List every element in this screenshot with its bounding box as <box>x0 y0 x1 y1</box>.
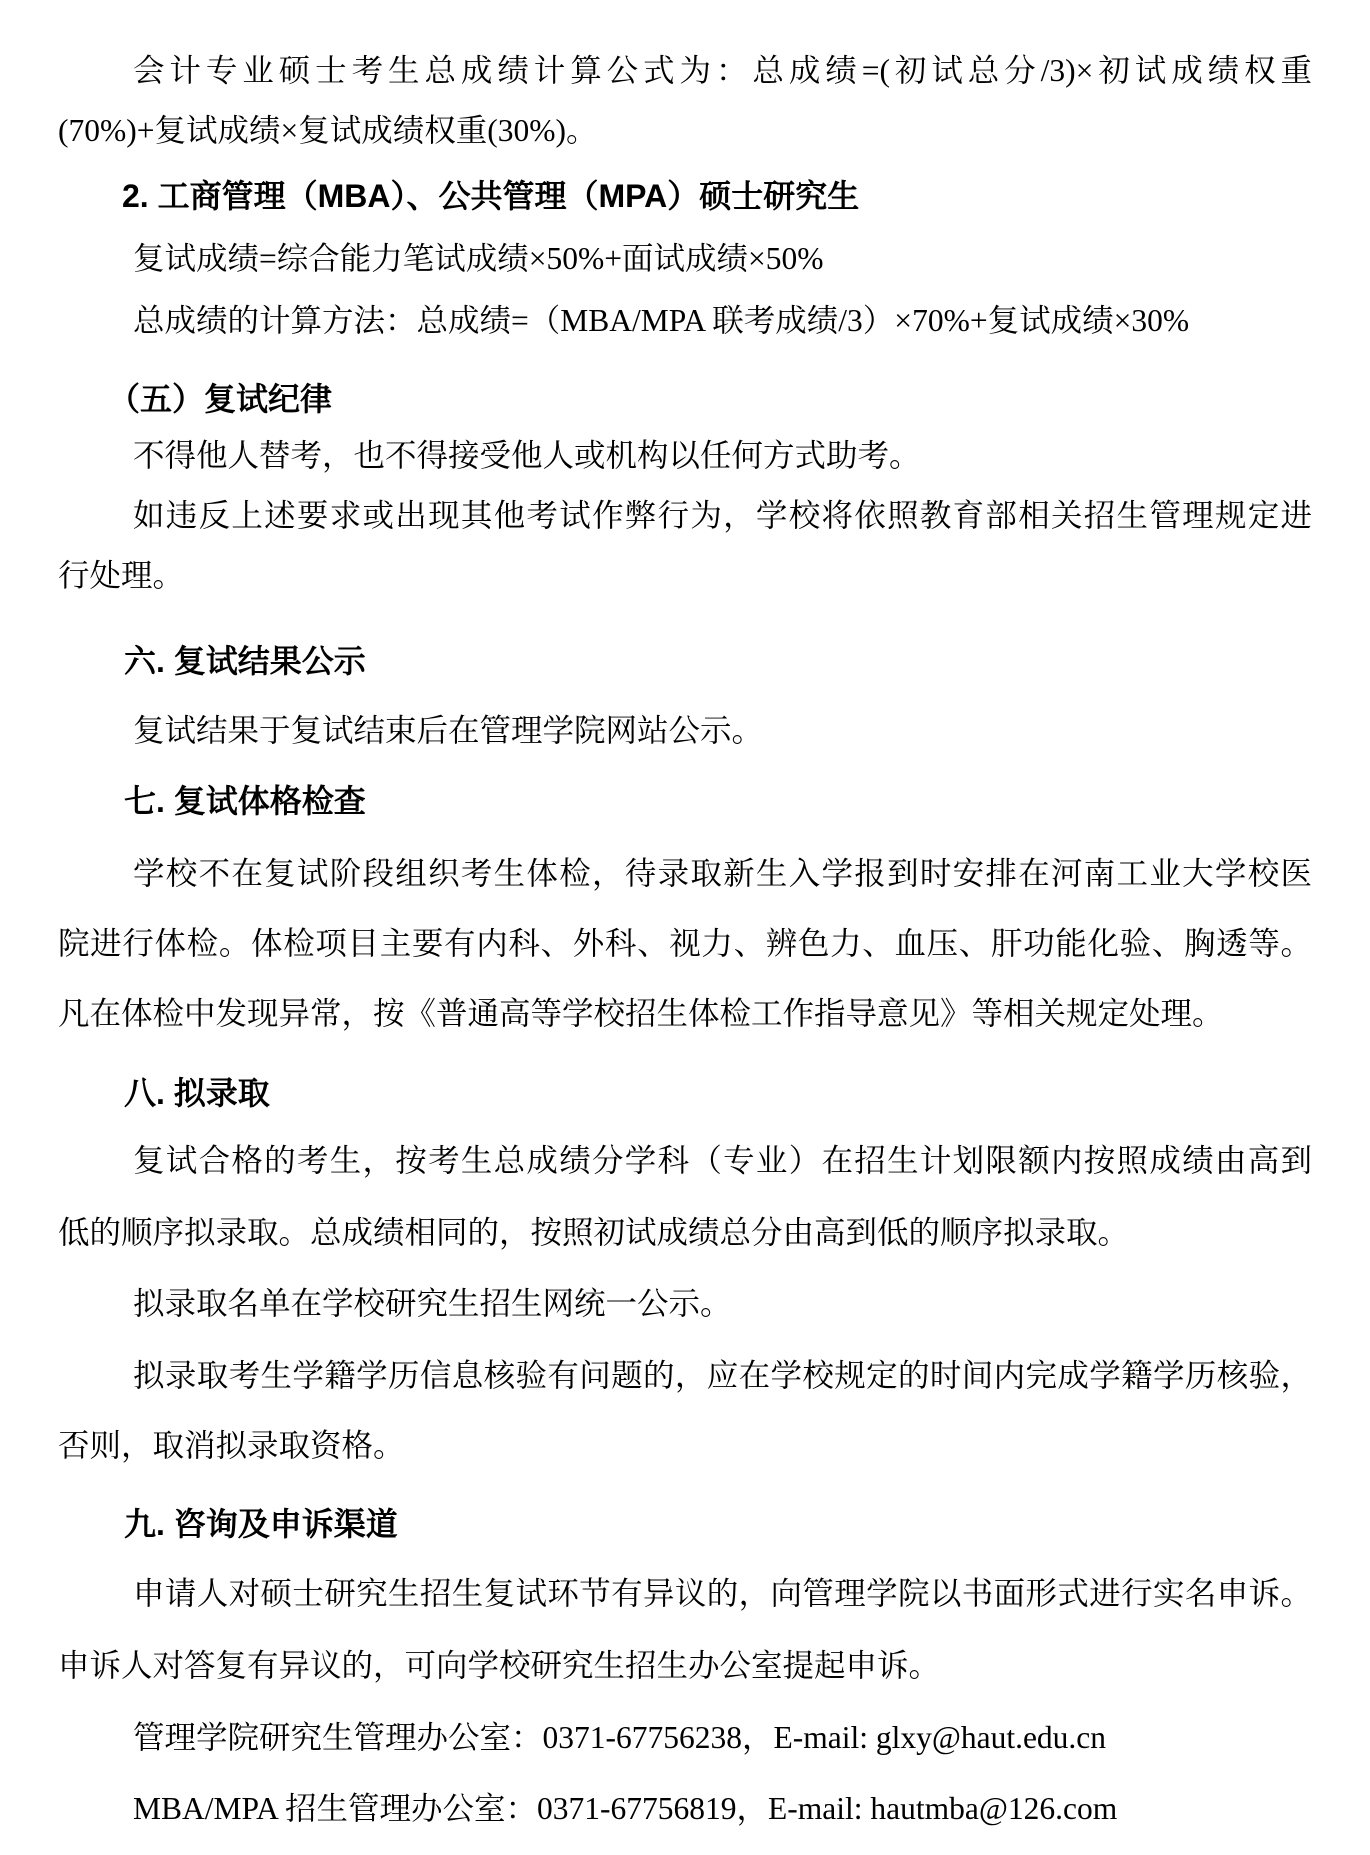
heading-section-7-physical-exam: 七. 复试体格检查 <box>124 783 366 819</box>
para-record-check-line1: 拟录取考生学籍学历信息核验有问题的，应在学校规定的时间内完成学籍学历核验， <box>133 1358 1312 1393</box>
heading-section-5-discipline: （五）复试纪律 <box>108 381 333 417</box>
contact-mba-mpa-office: MBA/MPA 招生管理办公室：0371-67756819，E-mail: hautmba@126.com <box>133 1791 1118 1826</box>
para-violation-line2: 行处理。 <box>58 558 185 593</box>
contact-management-school-office: 管理学院研究生管理办公室：0371-67756238，E-mail: glxy@haut.edu.cn <box>133 1720 1107 1755</box>
para-violation-line1: 如违反上述要求或出现其他考试作弊行为，学校将依照教育部相关招生管理规定进 <box>133 498 1312 533</box>
para-admission-rank-line1: 复试合格的考生，按考生总成绩分学科（专业）在招生计划限额内按照成绩由高到 <box>133 1143 1312 1178</box>
para-results-publicity: 复试结果于复试结束后在管理学院网站公示。 <box>133 713 764 748</box>
para-retest-score-formula: 复试成绩=综合能力笔试成绩×50%+面试成绩×50% <box>133 241 824 276</box>
para-score-formula-line2: (70%)+复试成绩×复试成绩权重(30%)。 <box>58 113 598 148</box>
para-total-score-method: 总成绩的计算方法：总成绩=（MBA/MPA 联考成绩/3）×70%+复试成绩×30% <box>133 303 1190 338</box>
para-appeal-line1: 申请人对硕士研究生招生复试环节有异议的，向管理学院以书面形式进行实名申诉。 <box>133 1576 1312 1611</box>
para-physical-exam-line3: 凡在体检中发现异常，按《普通高等学校招生体检工作指导意见》等相关规定处理。 <box>58 996 1224 1031</box>
para-score-formula-line1: 会计专业硕士考生总成绩计算公式为：总成绩=(初试总分/3)×初试成绩权重 <box>133 53 1312 88</box>
para-appeal-line2: 申诉人对答复有异议的，可向学校研究生招生办公室提起申诉。 <box>58 1648 941 1683</box>
heading-section-9-appeal: 九. 咨询及申诉渠道 <box>124 1506 398 1542</box>
para-no-proxy-exam: 不得他人替考，也不得接受他人或机构以任何方式助考。 <box>133 438 921 473</box>
heading-mba-mpa-masters: 2. 工商管理（MBA）、公共管理（MPA）硕士研究生 <box>122 178 860 214</box>
para-physical-exam-line1: 学校不在复试阶段组织考生体检，待录取新生入学报到时安排在河南工业大学校医 <box>133 856 1312 891</box>
heading-section-6-results: 六. 复试结果公示 <box>124 643 366 679</box>
para-admission-rank-line2: 低的顺序拟录取。总成绩相同的，按照初试成绩总分由高到低的顺序拟录取。 <box>58 1215 1130 1250</box>
para-record-check-line2: 否则，取消拟录取资格。 <box>58 1428 405 1463</box>
para-admission-list: 拟录取名单在学校研究生招生网统一公示。 <box>133 1286 732 1321</box>
heading-section-8-admission: 八. 拟录取 <box>124 1075 270 1111</box>
para-physical-exam-line2: 院进行体检。体检项目主要有内科、外科、视力、辨色力、血压、肝功能化验、胸透等。 <box>58 926 1312 961</box>
